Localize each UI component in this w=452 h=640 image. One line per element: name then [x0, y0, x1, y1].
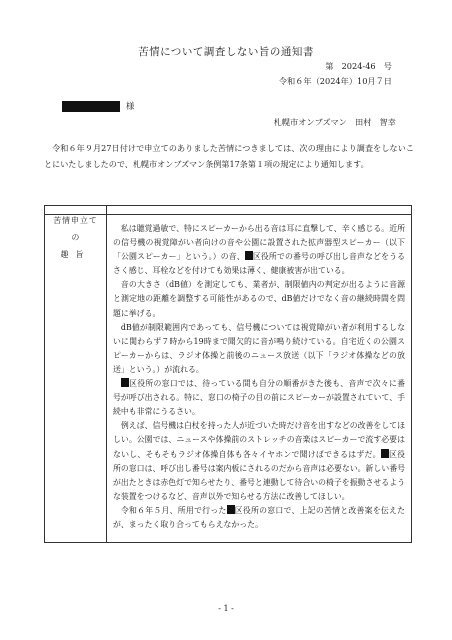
complaint-paragraph-2	[113, 278, 405, 320]
complaint-paragraph-6	[113, 504, 405, 532]
paragraph-5-text-a: 例えば、信号機は白杖を持った人が近づいた時だけ音を出すなどの改善をしてほしい。公園では、ニュースや体操前のストレッチの音楽はスピーカーで流す必要はないし、そもそもラジオ体操自体も各々イヤホンで聞けばできるはずだ。	[113, 421, 405, 459]
recipient	[62, 100, 134, 112]
paragraph-4-text-b: 区役所の窓口では、待っている間も自分の順番がきた後も、音声で次々に番号が呼び出される。特に、窓口の椅子の目の前にスピーカーが設置されていて、手続中も非常にうるさい。	[113, 379, 405, 417]
redacted-recipient-name	[62, 101, 120, 112]
paragraph-6-text-b: 区役所の窓口で、上記の苦情と改善案を伝えたが、まったく取り合ってもらえなかった。	[113, 505, 405, 529]
page-number: - 1 -	[218, 604, 234, 613]
complaint-paragraph-5	[113, 419, 405, 504]
label-line-2: の	[71, 233, 80, 242]
sender: 札幌市オンブズマン 田村 智幸	[273, 117, 396, 127]
paragraph-5-text-b: 区役所の窓口は、呼び出し番号は案内板にされるのだから音声は必要ない。新しい番号が出たときは赤色灯で知らせたり、番号と連動して待合いの椅子を振動させるような装置をつけるなど、音声以外で知らせる方法に改善してほしい。	[113, 449, 405, 501]
redacted-ward-name	[245, 251, 253, 260]
label-line-1: 苦情申立て	[53, 216, 98, 225]
paragraph-3-text-a: dB値が制限範囲内であっても、信号機については視覚障がい者が利用するしないに関わらず７時から19時まで聞欠的に音が鳴り続けている。自宅近くの公園スピーカーからは、ラジオ体操と前後のニュース放送（以下「ラジオ体操などの放送」という。）が流れる。	[113, 322, 405, 374]
complaint-paragraph-4	[113, 377, 405, 419]
complaint-label-cell	[45, 215, 107, 543]
redacted-ward-name	[121, 378, 129, 387]
complaint-table	[44, 205, 412, 543]
paragraph-1-text-a: 私は聴覚過敏で、特にスピーカーから出る音は耳に直撃して、辛く感じる。近所の信号機の視覚障がい者向けの音や公園に設置された拡声器型スピーカー（以下「公園スピーカー」という。）の音、	[113, 224, 405, 262]
paragraph-2-text-a: 音の大きさ（dB値）を測定しても、業者が、制限値内の判定が出るように音源と測定地の距離を調整する可能性があるので、dB値だけでなく音の継続時間を問題に挙げる。	[113, 280, 405, 318]
label-line-3: 趣旨	[60, 250, 91, 259]
intro-paragraph: 令和６年９月27日付けで申立てのありました苦情につきましては、次の理由により調査をしないことにいたしましたので、札幌市オンブズマン条例第17条第１項の規定により通知します。	[44, 143, 414, 169]
table-spacer-left	[45, 206, 107, 215]
recipient-suffix: 様	[126, 101, 135, 111]
complaint-paragraph-1	[113, 222, 405, 278]
document-title: 苦情について調査しない旨の通知書	[138, 46, 314, 58]
redacted-ward-name	[381, 449, 389, 458]
redacted-ward-name	[227, 505, 235, 514]
table-spacer-right	[107, 206, 412, 215]
complaint-content-cell	[107, 215, 412, 543]
paragraph-6-text-a: 令和６年５月、所用で行った	[120, 505, 227, 515]
document-date: 令和６年（2024年）10月７日	[278, 76, 392, 86]
paragraph-1-text-b: 区役所での番号の呼び出し音声などをうるさく感じ、耳栓などを付けても効果は薄く、健康被害が出ている。	[113, 252, 405, 276]
document-number: 第 2024-46 号	[325, 61, 392, 71]
complaint-paragraph-3	[113, 321, 405, 377]
